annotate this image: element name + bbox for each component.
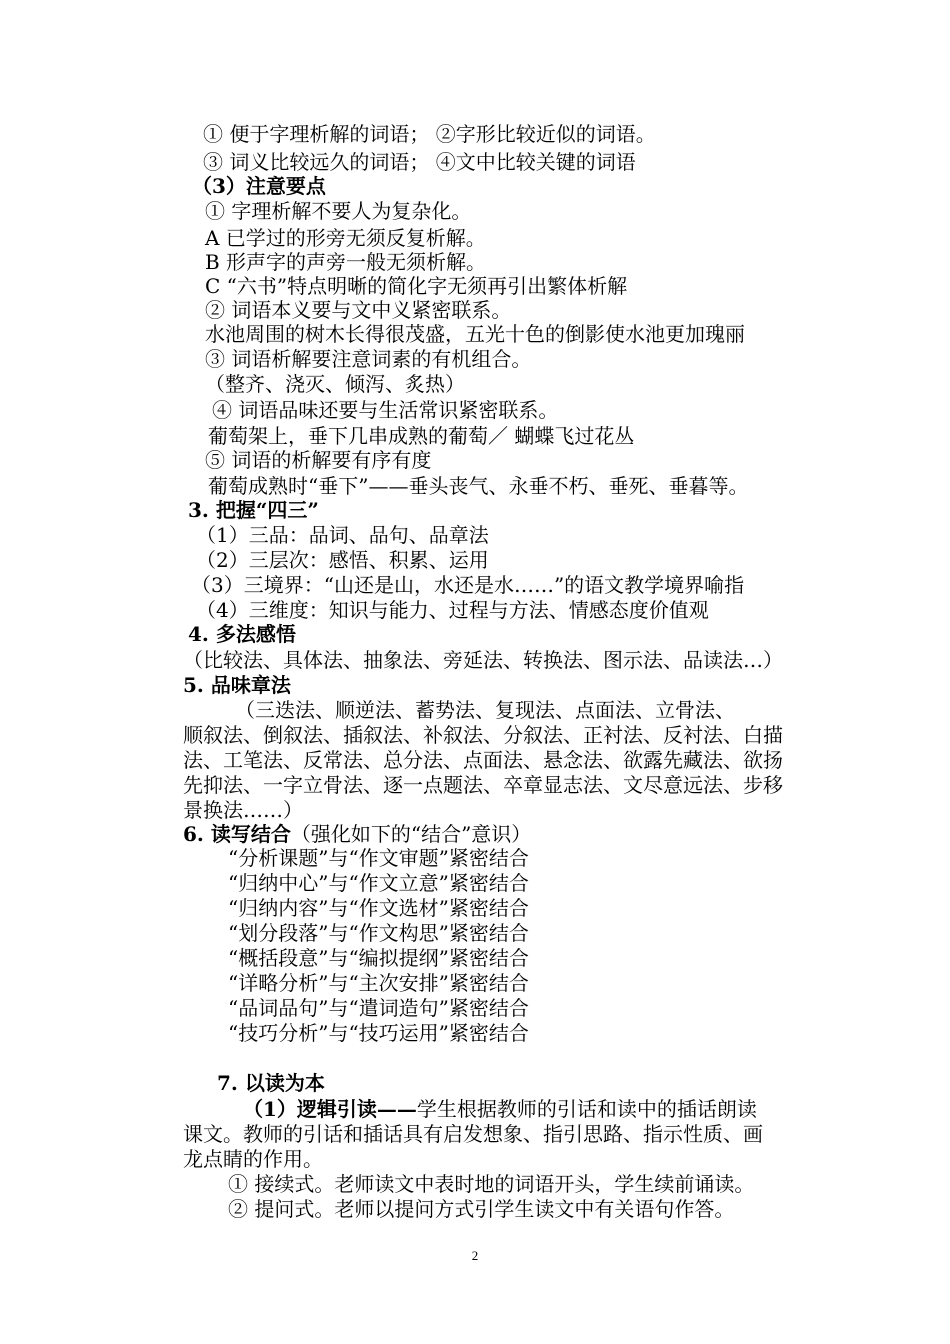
list-item: “归纳中心”与“作文立意”紧密结合 [228,871,529,895]
text-line: ② 词语本义要与文中义紧密联系。 [205,298,512,322]
text-line: 葡萄成熟时“垂下”——垂头丧气、永垂不朽、垂死、垂暮等。 [208,474,749,498]
text-line: ① 字理析解不要人为复杂化。 [205,199,472,223]
text-line: （三迭法、顺逆法、蓄势法、复现法、点面法、立骨法、 [235,698,735,722]
section-heading: 6. 读写结合 [183,822,291,846]
page-number: 2 [471,1248,479,1263]
list-item: “品词品句”与“遣词造句”紧密结合 [228,996,529,1020]
text-line: 水池周围的树木长得很茂盛，五光十色的倒影使水池更加瑰丽 [205,322,745,346]
section-note: （强化如下的“结合”意识） [290,822,532,846]
text-line: 龙点睛的作用。 [183,1147,323,1171]
text-line: A 已学过的形旁无须反复析解。 [205,226,486,250]
text-line: ③ 词语析解要注意词素的有机组合。 [205,347,532,371]
text-line: （比较法、具体法、抽象法、旁延法、转换法、图示法、品读法…） [183,648,783,672]
text-line: ① 接续式。老师读文中表时地的词语开头，学生续前诵读。 [228,1172,755,1196]
list-item: “概括段意”与“编拟提纲”紧密结合 [228,946,529,970]
text-line: （整齐、浇灭、倾泻、炙热） [205,372,465,396]
text-line: 顺叙法、倒叙法、插叙法、补叙法、分叙法、正衬法、反衬法、白描 [183,723,783,747]
section-heading: 7. 以读为本 [217,1071,325,1095]
text-line: 课文。教师的引话和插话具有启发想象、指引思路、指示性质、画 [183,1122,763,1146]
section-heading: 4. 多法感悟 [188,622,296,646]
text-line: （2）三层次：感悟、积累、运用 [196,548,489,572]
list-item: “分析课题”与“作文审题”紧密结合 [228,846,529,870]
section-heading: 5. 品味章法 [183,673,291,697]
text-line [243,1097,757,1121]
section-heading: 3. 把握“四三” [188,498,319,522]
text-line: （4）三维度：知识与能力、过程与方法、情感态度价值观 [196,598,709,622]
text-line: ② 提问式。老师以提问方式引学生读文中有关语句作答。 [228,1197,735,1221]
subsection-heading: （1）逻辑引读—— [243,1097,417,1121]
section-heading-line [183,822,531,846]
list-item: “归纳内容”与“作文选材”紧密结合 [228,896,529,920]
text-line: （3）三境界：“山还是山，水还是水……”的语文教学境界喻指 [191,573,745,597]
text-line: 先抑法、一字立骨法、逐一点题法、卒章显志法、文尽意远法、步移 [183,773,783,797]
list-item: “划分段落”与“作文构思”紧密结合 [228,921,529,945]
text-line: ④ 词语品味还要与生活常识紧密联系。 [212,398,559,422]
text-line: 葡萄架上，垂下几串成熟的葡萄／ 蝴蝶飞过花丛 [208,424,635,448]
paragraph-text: 学生根据教师的引话和读中的插话朗读 [416,1097,757,1121]
text-line: ① 便于字理析解的词语； ②字形比较近似的词语。 [203,122,656,146]
text-line: ⑤ 词语的析解要有序有度 [205,448,432,472]
list-item: “技巧分析”与“技巧运用”紧密结合 [228,1021,529,1045]
list-item: “详略分析”与“主次安排”紧密结合 [228,971,529,995]
text-line: ③ 词义比较远久的词语； ④文中比较关键的词语 [203,150,636,174]
text-line: C “六书”特点明晰的简化字无须再引出繁体析解 [205,274,628,298]
text-line: B 形声字的声旁一般无须析解。 [205,250,487,274]
text-line: 景换法……） [183,798,303,822]
text-line: （1）三品：品词、品句、品章法 [196,523,489,547]
section-heading: （3）注意要点 [192,174,326,198]
text-line: 法、工笔法、反常法、总分法、点面法、悬念法、欲露先藏法、欲扬 [183,748,783,772]
